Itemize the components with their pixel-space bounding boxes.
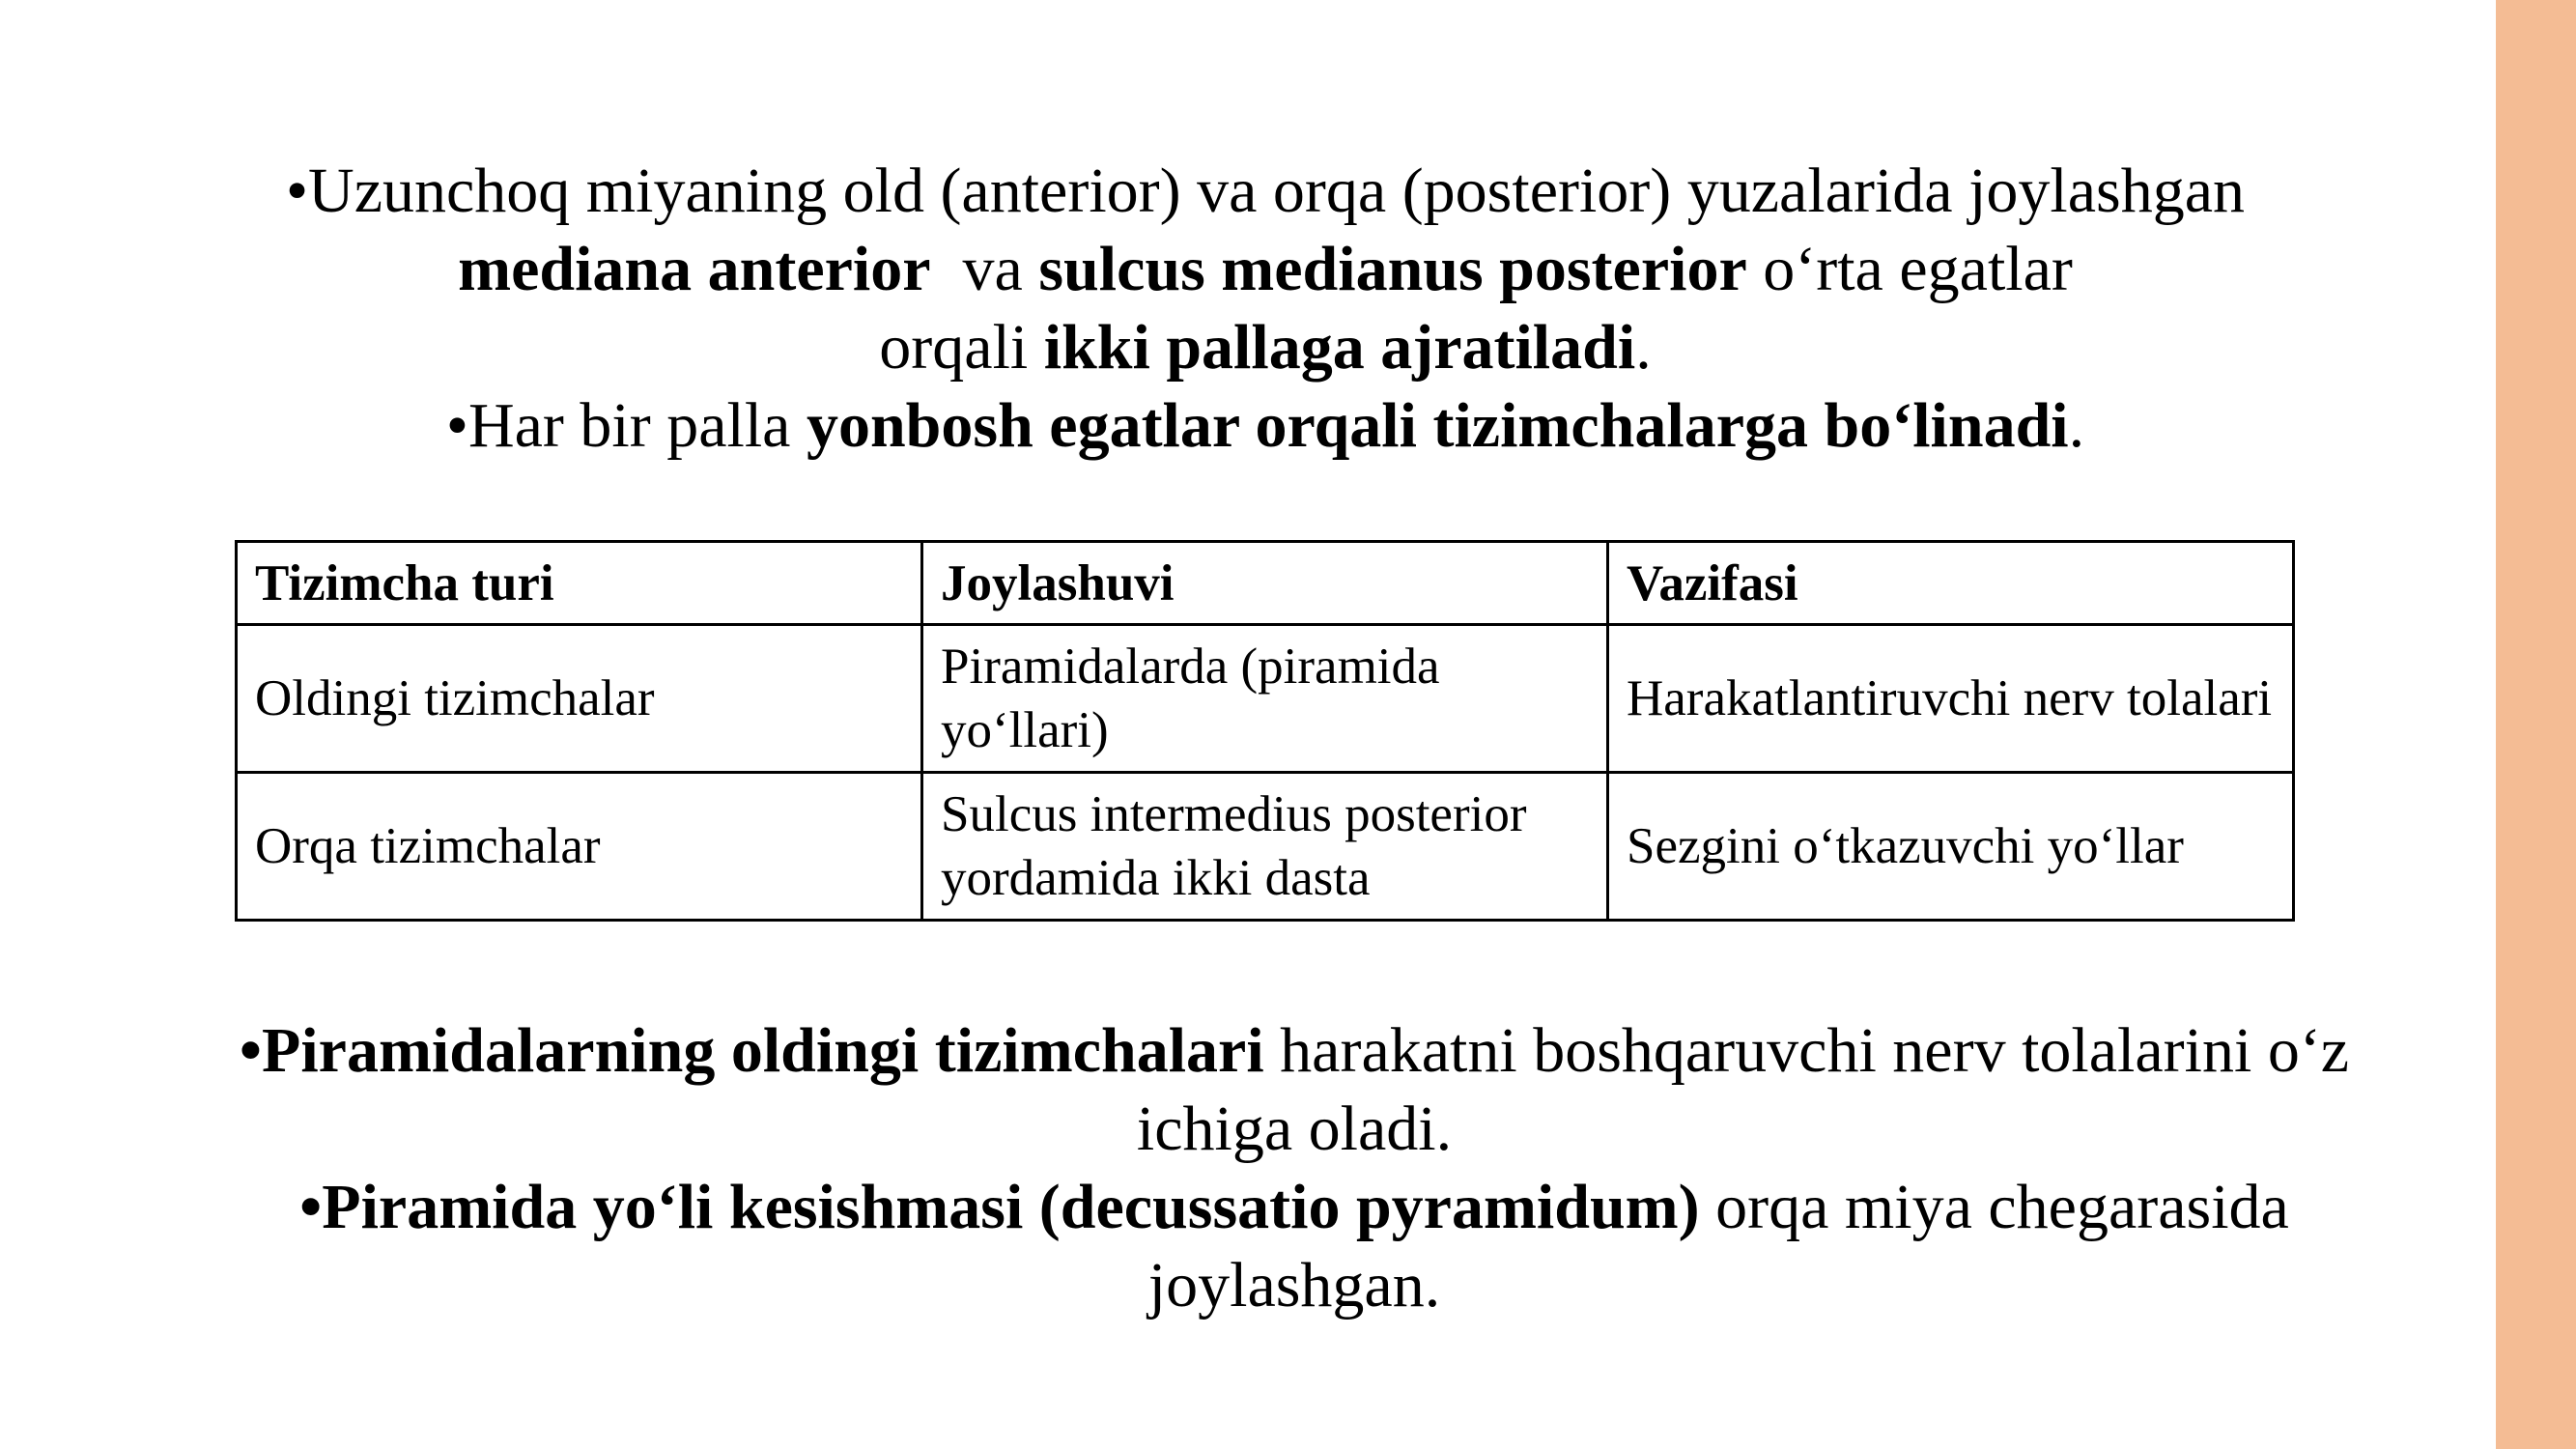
summary-paragraph-2 [232,1168,2357,1324]
term-ikki-pallaga: ikki pallaga ajratiladi [1043,312,1636,383]
term-decussatio-pyramidum: •Piramida yo‘li kesishmasi (decussatio pyramidum) [299,1172,1700,1242]
intro-line-2-tail: o‘rta egatlar [1746,234,2073,304]
tizimcha-table [235,540,2295,922]
summary-paragraph-1-text: harakatni boshqaruvchi nerv tolalarini o‘z ichiga oladi. [1136,1015,2350,1164]
header-vazifasi: Vazifasi [1608,542,2294,625]
table-cell: Piramidalarda (piramida yo‘llari) [922,625,1608,773]
summary-text [232,1011,2357,1324]
table-cell: Orqa tizimchalar [237,773,922,921]
header-tizimcha-turi: Tizimcha turi [237,542,922,625]
term-piramidalarning-oldingi: •Piramidalarning oldingi tizimchalari [239,1015,1264,1086]
intro-line-2-connector: va [930,234,1039,304]
table-cell: Sezgini o‘tkazuvchi yo‘llar [1608,773,2294,921]
table-cell: Oldingi tizimchalar [237,625,922,773]
term-sulcus-medianus-posterior: sulcus medianus posterior [1038,234,1747,304]
header-joylashuvi: Joylashuvi [922,542,1608,625]
intro-line-3-lead: orqali [879,312,1044,383]
intro-line-2 [193,230,2337,308]
intro-line-4 [193,386,2337,465]
intro-line-3-end: . [1635,312,1652,383]
table-cell: Harakatlantiruvchi nerv tolalari [1608,625,2294,773]
summary-paragraph-1 [232,1011,2357,1168]
intro-line-4-end: . [2068,390,2085,461]
table-cell: Sulcus intermedius posterior yordamida ikki dasta [922,773,1608,921]
table-row [237,625,2294,773]
intro-text [193,152,2337,465]
intro-line-4-lead: •Har bir palla [445,390,807,461]
table-row [237,773,2294,921]
accent-side-bar [2496,0,2576,1449]
intro-line-3 [193,308,2337,386]
term-mediana-anterior: mediana anterior [458,234,931,304]
term-yonbosh-egatlar: yonbosh egatlar orqali tizimchalarga bo‘linadi [806,390,2069,461]
summary-paragraph-2-text: orqa miya chegarasida joylashgan. [1147,1172,2289,1321]
table-header-row [237,542,2294,625]
intro-line-1: •Uzunchoq miyaning old (anterior) va orqa (posterior) yuzalarida joylashgan [285,156,2246,226]
